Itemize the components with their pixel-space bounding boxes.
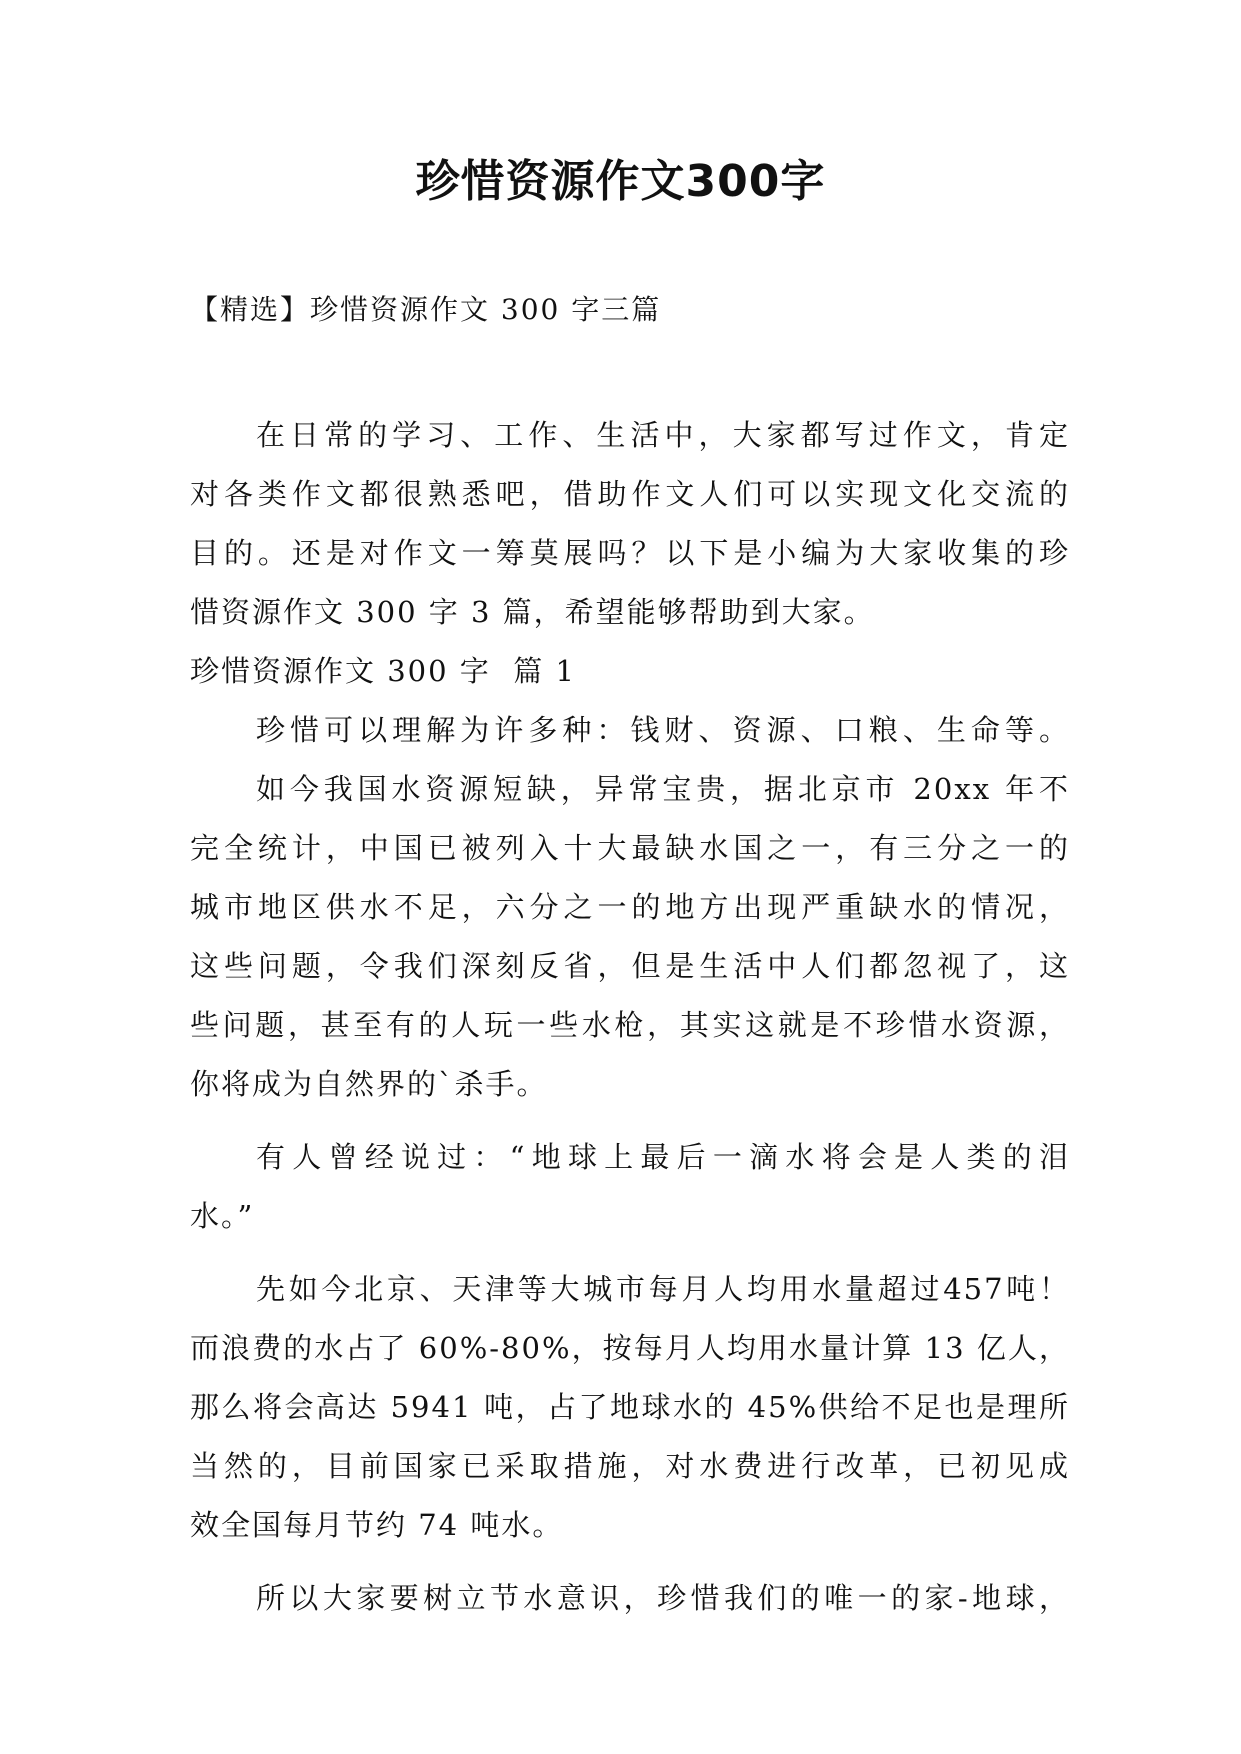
paragraph-4 — [190, 1260, 1070, 1555]
intro-paragraph — [190, 406, 1070, 642]
text-line: 些问题，甚至有的人玩一些水枪，其实这就是不珍惜水资源， — [190, 1008, 1070, 1042]
text-line: 这些问题，令我们深刻反省，但是生活中人们都忽视了，这 — [190, 949, 1070, 983]
section-heading: 珍惜资源作文 300 字 篇 1 — [190, 654, 576, 688]
text-line: 目的。还是对作文一筹莫展吗？以下是小编为大家收集的珍 — [190, 536, 1070, 570]
text-line: 珍惜可以理解为许多种：钱财、资源、口粮、生命等。 — [256, 713, 1070, 747]
text-line: 城市地区供水不足，六分之一的地方出现严重缺水的情况， — [190, 890, 1070, 924]
paragraph-2 — [190, 760, 1070, 1114]
text-line: 如今我国水资源短缺，异常宝贵，据北京市 20xx 年不 — [256, 772, 1070, 806]
paragraph-1 — [190, 701, 1070, 760]
text-line: 对各类作文都很熟悉吧，借助作文人们可以实现文化交流的 — [190, 477, 1070, 511]
document-subtitle: 【精选】珍惜资源作文 300 字三篇 — [190, 293, 662, 326]
text-line: 先如今北京、天津等大城市每月人均用水量超过457吨！ — [256, 1272, 1070, 1306]
text-line: 那么将会高达 5941 吨，占了地球水的 45%供给不足也是理所 — [190, 1390, 1070, 1424]
paragraph-5 — [190, 1569, 1070, 1628]
text-line: 所以大家要树立节水意识，珍惜我们的唯一的家-地球， — [256, 1581, 1070, 1615]
text-line: 水。” — [190, 1199, 255, 1233]
text-line: 完全统计，中国已被列入十大最缺水国之一，有三分之一的 — [190, 831, 1070, 865]
document-title: 珍惜资源作文300字 — [415, 156, 826, 207]
text-line: 效全国每月节约 74 吨水。 — [190, 1508, 564, 1542]
text-line: 而浪费的水占了 60%-80%，按每月人均用水量计算 13 亿人， — [190, 1331, 1070, 1365]
text-line: 惜资源作文 300 字 3 篇，希望能够帮助到大家。 — [190, 595, 875, 629]
text-line: 你将成为自然界的`杀手。 — [190, 1067, 548, 1101]
paragraph-3 — [190, 1128, 1070, 1246]
text-line: 在日常的学习、工作、生活中，大家都写过作文，肯定 — [256, 418, 1070, 452]
text-line: 当然的，目前国家已采取措施，对水费进行改革，已初见成 — [190, 1449, 1070, 1483]
text-line: 有人曾经说过：“地球上最后一滴水将会是人类的泪 — [256, 1140, 1070, 1174]
document-body — [190, 406, 1070, 1628]
